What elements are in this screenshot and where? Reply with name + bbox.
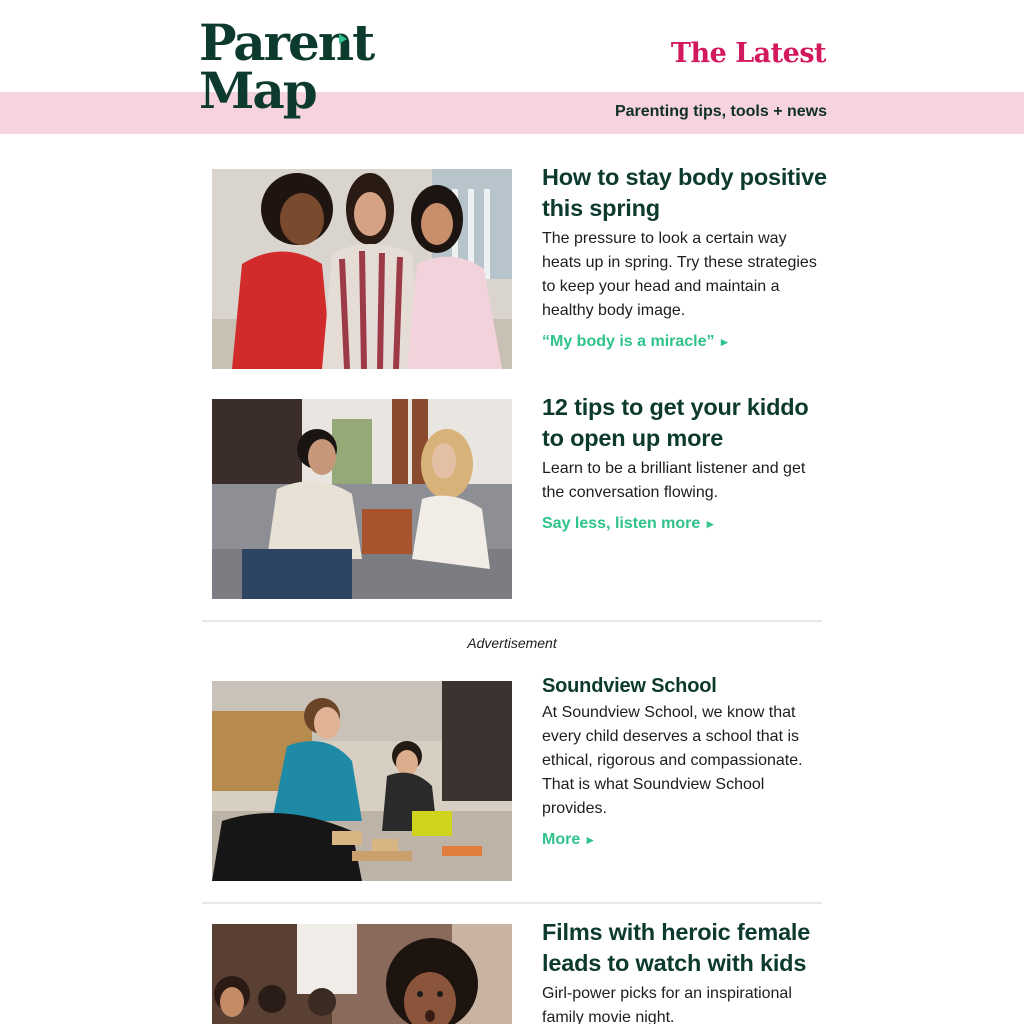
article-body-positive bbox=[212, 162, 827, 372]
parentmap-logo[interactable] bbox=[199, 13, 374, 124]
logo-triangle-icon bbox=[339, 34, 347, 44]
email-header bbox=[0, 0, 1024, 92]
article-kiddo-tips bbox=[212, 392, 824, 602]
article-text bbox=[542, 392, 827, 533]
article-text bbox=[542, 162, 827, 351]
article-title[interactable]: Films with heroic female leads to watch with kids bbox=[542, 919, 811, 976]
advertisement-label: Advertisement bbox=[467, 635, 557, 651]
article-heroic-films bbox=[212, 917, 824, 1024]
article-text bbox=[542, 674, 827, 849]
article-description: Learn to be a brilliant listener and get the conversation flowing. bbox=[542, 460, 806, 501]
play-arrow-icon: ► bbox=[718, 335, 731, 349]
ad-soundview-school bbox=[212, 674, 824, 884]
cta-label: More bbox=[542, 831, 581, 848]
cta-label: “My body is a miracle” bbox=[542, 333, 715, 350]
tagline: Parenting tips, tools + news bbox=[614, 103, 827, 120]
article-image[interactable] bbox=[212, 681, 512, 881]
article-text bbox=[542, 917, 827, 1024]
play-arrow-icon: ► bbox=[704, 517, 717, 531]
children-blocks-photo-icon bbox=[212, 681, 512, 881]
cta-label: Say less, listen more bbox=[542, 515, 701, 532]
section-divider bbox=[202, 902, 822, 904]
father-daughter-photo-icon bbox=[212, 399, 512, 599]
logo-line-1: Parent bbox=[199, 13, 374, 72]
article-title[interactable]: 12 tips to get your kiddo to open up more bbox=[542, 394, 809, 451]
three-women-photo-icon bbox=[212, 169, 512, 369]
article-image[interactable] bbox=[212, 169, 512, 369]
article-cta-link[interactable] bbox=[542, 515, 716, 533]
section-title: The Latest bbox=[670, 38, 826, 69]
article-image[interactable] bbox=[212, 399, 512, 599]
article-description: Girl-power picks for an inspirational family movie night. bbox=[542, 985, 792, 1024]
article-description: At Soundview School, we know that every child deserves a school that is ethical, rigorous and compassionate. That is what Soundview School provides. bbox=[542, 704, 803, 817]
article-cta-link[interactable] bbox=[542, 333, 730, 351]
article-description: The pressure to look a certain way heats up in spring. Try these strategies to keep your head and maintain a healthy body image. bbox=[542, 230, 817, 319]
girl-watching-movie-photo-icon bbox=[212, 924, 512, 1024]
play-arrow-icon: ► bbox=[584, 833, 597, 847]
article-title[interactable]: Soundview School bbox=[542, 675, 717, 697]
section-divider bbox=[202, 620, 822, 622]
logo-line-2: Map bbox=[199, 61, 316, 120]
article-title[interactable]: How to stay body positive this spring bbox=[542, 164, 827, 221]
tagline-band bbox=[0, 92, 1024, 134]
article-cta-link[interactable] bbox=[542, 831, 596, 849]
article-image[interactable] bbox=[212, 924, 512, 1024]
